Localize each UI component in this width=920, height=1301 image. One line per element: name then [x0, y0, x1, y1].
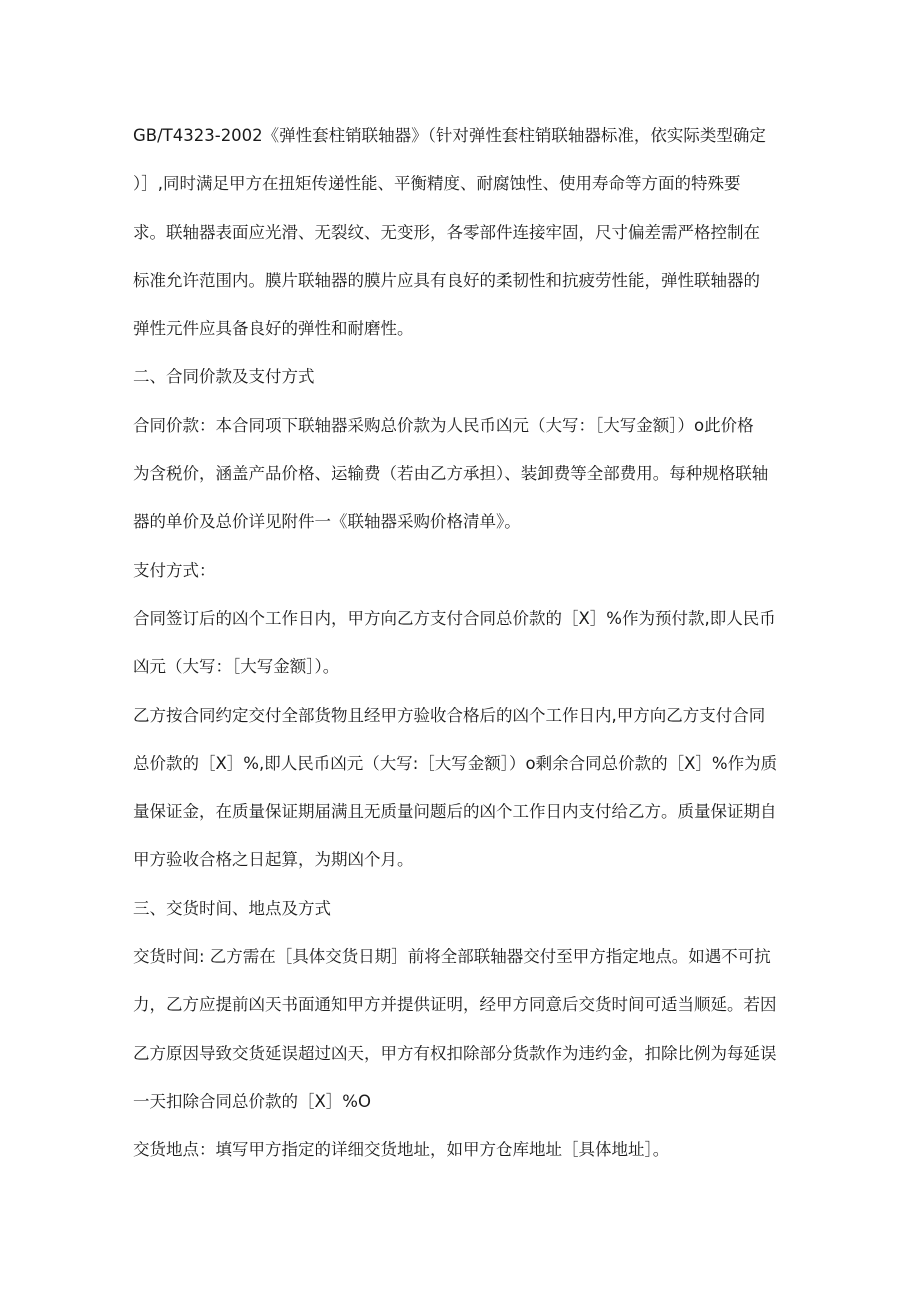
text-line: 总价款的［X］%,即人民币凶元（大写:［大写金额］）o剩余合同总价款的［X］%作为质	[133, 753, 778, 773]
text-line: 力，乙方应提前凶天书面通知甲方并提供证明，经甲方同意后交货时间可适当顺延。若因	[133, 995, 777, 1015]
text-line: 求。联轴器表面应光滑、无裂纹、无变形，各零部件连接牢固，尺寸偏差需严格控制在	[133, 222, 760, 242]
document-body	[133, 112, 798, 1175]
section-heading: 三、交货时间、地点及方式	[133, 898, 331, 918]
text-line: 合同价款：本合同项下联轴器采购总价款为人民币凶元（大写：［大写金额］）o此价格	[133, 415, 754, 435]
text-line: 一天扣除合同总价款的［X］%O	[133, 1091, 371, 1111]
text-line: 合同签订后的凶个工作日内，甲方向乙方支付合同总价款的［X］%作为预付款,即人民币	[133, 608, 776, 628]
text-line: 交货地点：填写甲方指定的详细交货地址，如甲方仓库地址［具体地址］。	[133, 1140, 670, 1160]
text-line: 弹性元件应具备良好的弹性和耐磨性。	[133, 319, 414, 339]
text-line: GB/T4323-2002《弹性套柱销联轴器》（针对弹性套柱销联轴器标准，依实际类型确定	[133, 126, 766, 145]
section-heading: 二、合同价款及支付方式	[133, 367, 315, 387]
text-line: 为含税价，涵盖产品价格、运输费（若由乙方承担）、装卸费等全部费用。每种规格联轴	[133, 464, 769, 484]
text-line: 甲方验收合格之日起算，为期凶个月。	[133, 850, 414, 870]
text-line: 凶元（大写：［大写金额］）。	[133, 657, 340, 677]
text-line: 量保证金，在质量保证期届满且无质量问题后的凶个工作日内支付给乙方。质量保证期自	[133, 802, 777, 822]
subheading: 支付方式：	[133, 560, 216, 580]
text-line: 交货时间: 乙方需在［具体交货日期］前将全部联轴器交付至甲方指定地点。如遇不可抗	[133, 947, 771, 967]
text-line: 乙方原因导致交货延误超过凶天，甲方有权扣除部分货款作为违约金，扣除比例为每延误	[133, 1043, 777, 1063]
text-line: 乙方按合同约定交付全部货物且经甲方验收合格后的凶个工作日内,甲方向乙方支付合同	[133, 705, 766, 725]
text-line: ）］,同时满足甲方在扭矩传递性能、平衡精度、耐腐蚀性、使用寿命等方面的特殊要	[133, 174, 741, 194]
text-line: 标准允许范围内。膜片联轴器的膜片应具有良好的柔韧性和抗疲劳性能，弹性联轴器的	[133, 270, 760, 290]
text-line: 器的单价及总价详见附件一《联轴器采购价格清单》。	[133, 512, 521, 532]
